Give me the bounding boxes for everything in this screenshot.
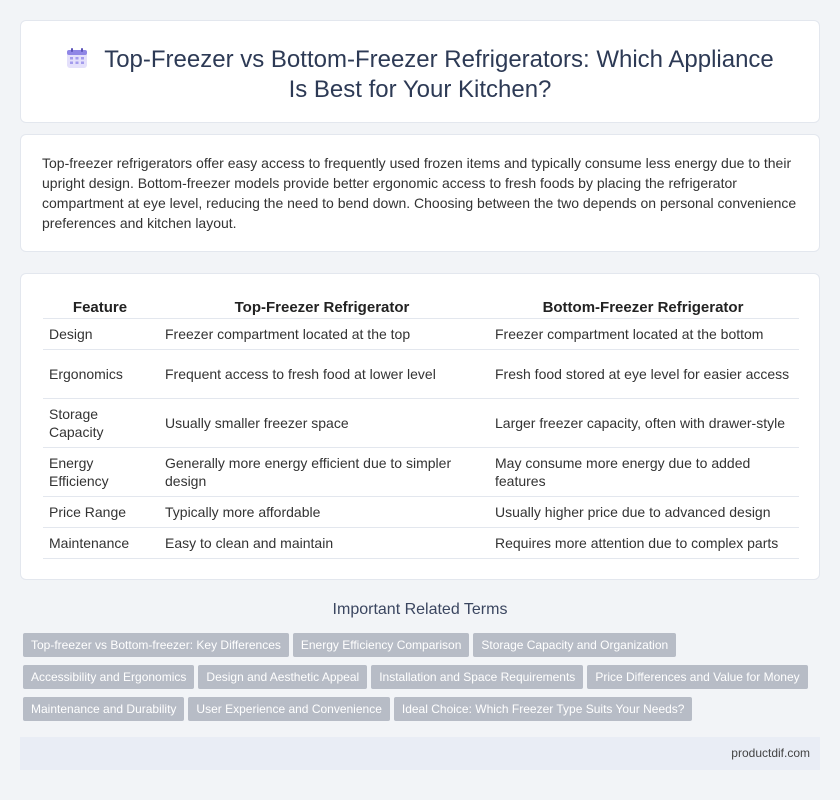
table-row — [43, 318, 799, 349]
title-card — [20, 20, 820, 123]
table-cell-bottom: Usually higher price due to advanced design — [487, 496, 799, 527]
table-cell-top: Freezer compartment located at the top — [157, 318, 487, 349]
intro-card — [20, 134, 820, 252]
table-cell-feature: Price Range — [43, 496, 157, 527]
table-row — [43, 349, 799, 398]
tag-link[interactable]: Ideal Choice: Which Freezer Type Suits Your Needs? — [394, 697, 693, 721]
tag-row — [23, 633, 823, 665]
table-row — [43, 527, 799, 558]
table-cell-top: Frequent access to fresh food at lower level — [157, 349, 487, 398]
tag-link[interactable]: Installation and Space Requirements — [371, 665, 583, 689]
comparison-table — [43, 294, 799, 559]
table-cell-top: Generally more energy efficient due to simpler design — [157, 447, 487, 496]
table-cell-feature: Ergonomics — [43, 349, 157, 398]
header-bottom-freezer: Bottom-Freezer Refrigerator — [487, 294, 799, 318]
tag-link[interactable]: Storage Capacity and Organization — [473, 633, 676, 657]
intro-paragraph: Top-freezer refrigerators offer easy access to frequently used frozen items and typically consume less energy due to their upright design. Bottom-freezer models provide better ergonomic access to fresh foods by placing the refrigerator compartment at eye level, reducing the need to bend down. Choosing between the two depends on personal convenience preferences and kitchen layout. — [42, 155, 797, 231]
tag-link[interactable]: Price Differences and Value for Money — [587, 665, 807, 689]
footer-site-link[interactable]: productdif.com — [731, 746, 810, 760]
table-cell-top: Easy to clean and maintain — [157, 527, 487, 558]
table-cell-feature: Storage Capacity — [43, 398, 157, 447]
table-cell-feature: Energy Efficiency — [43, 447, 157, 496]
tag-row — [23, 665, 823, 697]
header-top-freezer: Top-Freezer Refrigerator — [157, 294, 487, 318]
table-cell-bottom: Fresh food stored at eye level for easier access — [487, 349, 799, 398]
tag-link[interactable]: Top-freezer vs Bottom-freezer: Key Differences — [23, 633, 289, 657]
page-title-text: Top-Freezer vs Bottom-Freezer Refrigerators: Which Appliance Is Best for Your Kitchen? — [104, 46, 774, 103]
related-terms-tags — [23, 633, 823, 729]
related-terms-title: Important Related Terms — [332, 601, 508, 618]
table-cell-feature: Maintenance — [43, 527, 157, 558]
header-feature: Feature — [43, 294, 157, 318]
table-cell-bottom: Requires more attention due to complex parts — [487, 527, 799, 558]
table-cell-top: Typically more affordable — [157, 496, 487, 527]
table-row — [43, 398, 799, 447]
table-cell-bottom: Freezer compartment located at the bottom — [487, 318, 799, 349]
comparison-table-card — [20, 273, 820, 580]
page-title — [61, 45, 779, 105]
table-row — [43, 447, 799, 496]
tag-link[interactable]: Accessibility and Ergonomics — [23, 665, 194, 689]
tag-link[interactable]: Energy Efficiency Comparison — [293, 633, 470, 657]
table-cell-bottom: May consume more energy due to added features — [487, 447, 799, 496]
tag-link[interactable]: Design and Aesthetic Appeal — [198, 665, 367, 689]
table-cell-bottom: Larger freezer capacity, often with drawer-style — [487, 398, 799, 447]
calendar-icon — [66, 47, 88, 69]
tag-link[interactable]: User Experience and Convenience — [188, 697, 389, 721]
table-cell-top: Usually smaller freezer space — [157, 398, 487, 447]
tag-link[interactable]: Maintenance and Durability — [23, 697, 184, 721]
tag-row — [23, 697, 823, 729]
table-cell-feature: Design — [43, 318, 157, 349]
table-row — [43, 496, 799, 527]
footer — [20, 737, 820, 770]
table-header-row — [43, 294, 799, 318]
